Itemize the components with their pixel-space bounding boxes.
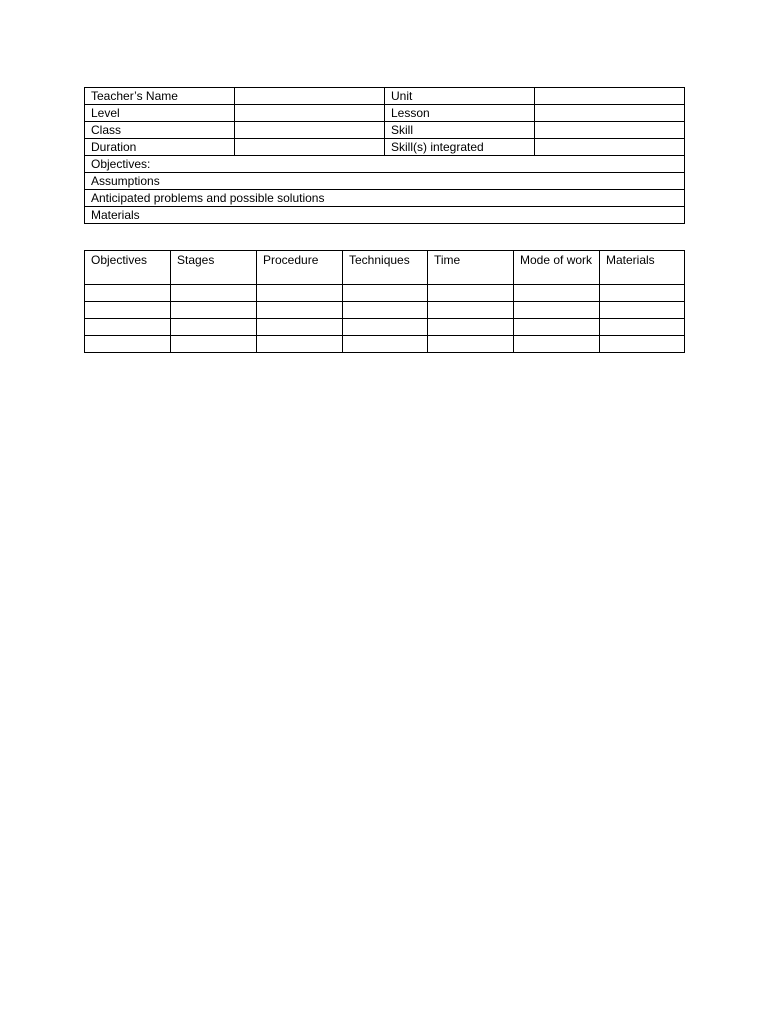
table-cell[interactable]: [85, 302, 171, 319]
table-cell[interactable]: [85, 336, 171, 353]
lesson-plan-table: [84, 250, 685, 353]
materials-cell[interactable]: Materials: [85, 207, 685, 224]
table-cell[interactable]: [514, 302, 600, 319]
duration-field[interactable]: [235, 139, 385, 156]
table-cell[interactable]: [85, 285, 171, 302]
table-cell[interactable]: [257, 302, 343, 319]
table-header-row: [85, 251, 685, 285]
column-header-objectives: Objectives: [85, 251, 171, 285]
table-cell[interactable]: [257, 319, 343, 336]
table-row: [85, 173, 685, 190]
unit-label: Unit: [385, 88, 535, 105]
table-row: [85, 302, 685, 319]
table-cell[interactable]: [171, 302, 257, 319]
anticipated-problems-cell[interactable]: Anticipated problems and possible solutions: [85, 190, 685, 207]
teacher-name-field[interactable]: [235, 88, 385, 105]
table-cell[interactable]: [343, 302, 428, 319]
level-label: Level: [85, 105, 235, 122]
table-cell[interactable]: [171, 336, 257, 353]
class-field[interactable]: [235, 122, 385, 139]
table-row: [85, 139, 685, 156]
table-row: [85, 207, 685, 224]
table-cell[interactable]: [171, 319, 257, 336]
table-row: [85, 319, 685, 336]
table-cell[interactable]: [85, 319, 171, 336]
skills-integrated-field[interactable]: [535, 139, 685, 156]
class-label: Class: [85, 122, 235, 139]
table-row: [85, 190, 685, 207]
column-header-materials: Materials: [600, 251, 685, 285]
assumptions-cell[interactable]: Assumptions: [85, 173, 685, 190]
skill-field[interactable]: [535, 122, 685, 139]
lesson-label: Lesson: [385, 105, 535, 122]
table-cell[interactable]: [600, 319, 685, 336]
column-header-techniques: Techniques: [343, 251, 428, 285]
unit-field[interactable]: [535, 88, 685, 105]
lesson-field[interactable]: [535, 105, 685, 122]
table-row: [85, 336, 685, 353]
table-cell[interactable]: [171, 285, 257, 302]
table-cell[interactable]: [343, 336, 428, 353]
lesson-info-table: [84, 87, 685, 224]
level-field[interactable]: [235, 105, 385, 122]
duration-label: Duration: [85, 139, 235, 156]
table-cell[interactable]: [428, 319, 514, 336]
table-row: [85, 122, 685, 139]
table-cell[interactable]: [257, 336, 343, 353]
table-row: [85, 105, 685, 122]
table-cell[interactable]: [600, 336, 685, 353]
table-cell[interactable]: [428, 285, 514, 302]
table-cell[interactable]: [343, 319, 428, 336]
table-cell[interactable]: [600, 302, 685, 319]
table-cell[interactable]: [514, 319, 600, 336]
column-header-time: Time: [428, 251, 514, 285]
table-cell[interactable]: [514, 285, 600, 302]
column-header-stages: Stages: [171, 251, 257, 285]
table-cell[interactable]: [343, 285, 428, 302]
table-row: [85, 285, 685, 302]
table-cell[interactable]: [257, 285, 343, 302]
skill-label: Skill: [385, 122, 535, 139]
teacher-name-label: Teacher’s Name: [85, 88, 235, 105]
skills-integrated-label: Skill(s) integrated: [385, 139, 535, 156]
table-cell[interactable]: [600, 285, 685, 302]
table-row: [85, 156, 685, 173]
column-header-mode-of-work: Mode of work: [514, 251, 600, 285]
column-header-procedure: Procedure: [257, 251, 343, 285]
table-cell[interactable]: [514, 336, 600, 353]
objectives-cell[interactable]: Objectives:: [85, 156, 685, 173]
table-cell[interactable]: [428, 336, 514, 353]
table-cell[interactable]: [428, 302, 514, 319]
table-row: [85, 88, 685, 105]
